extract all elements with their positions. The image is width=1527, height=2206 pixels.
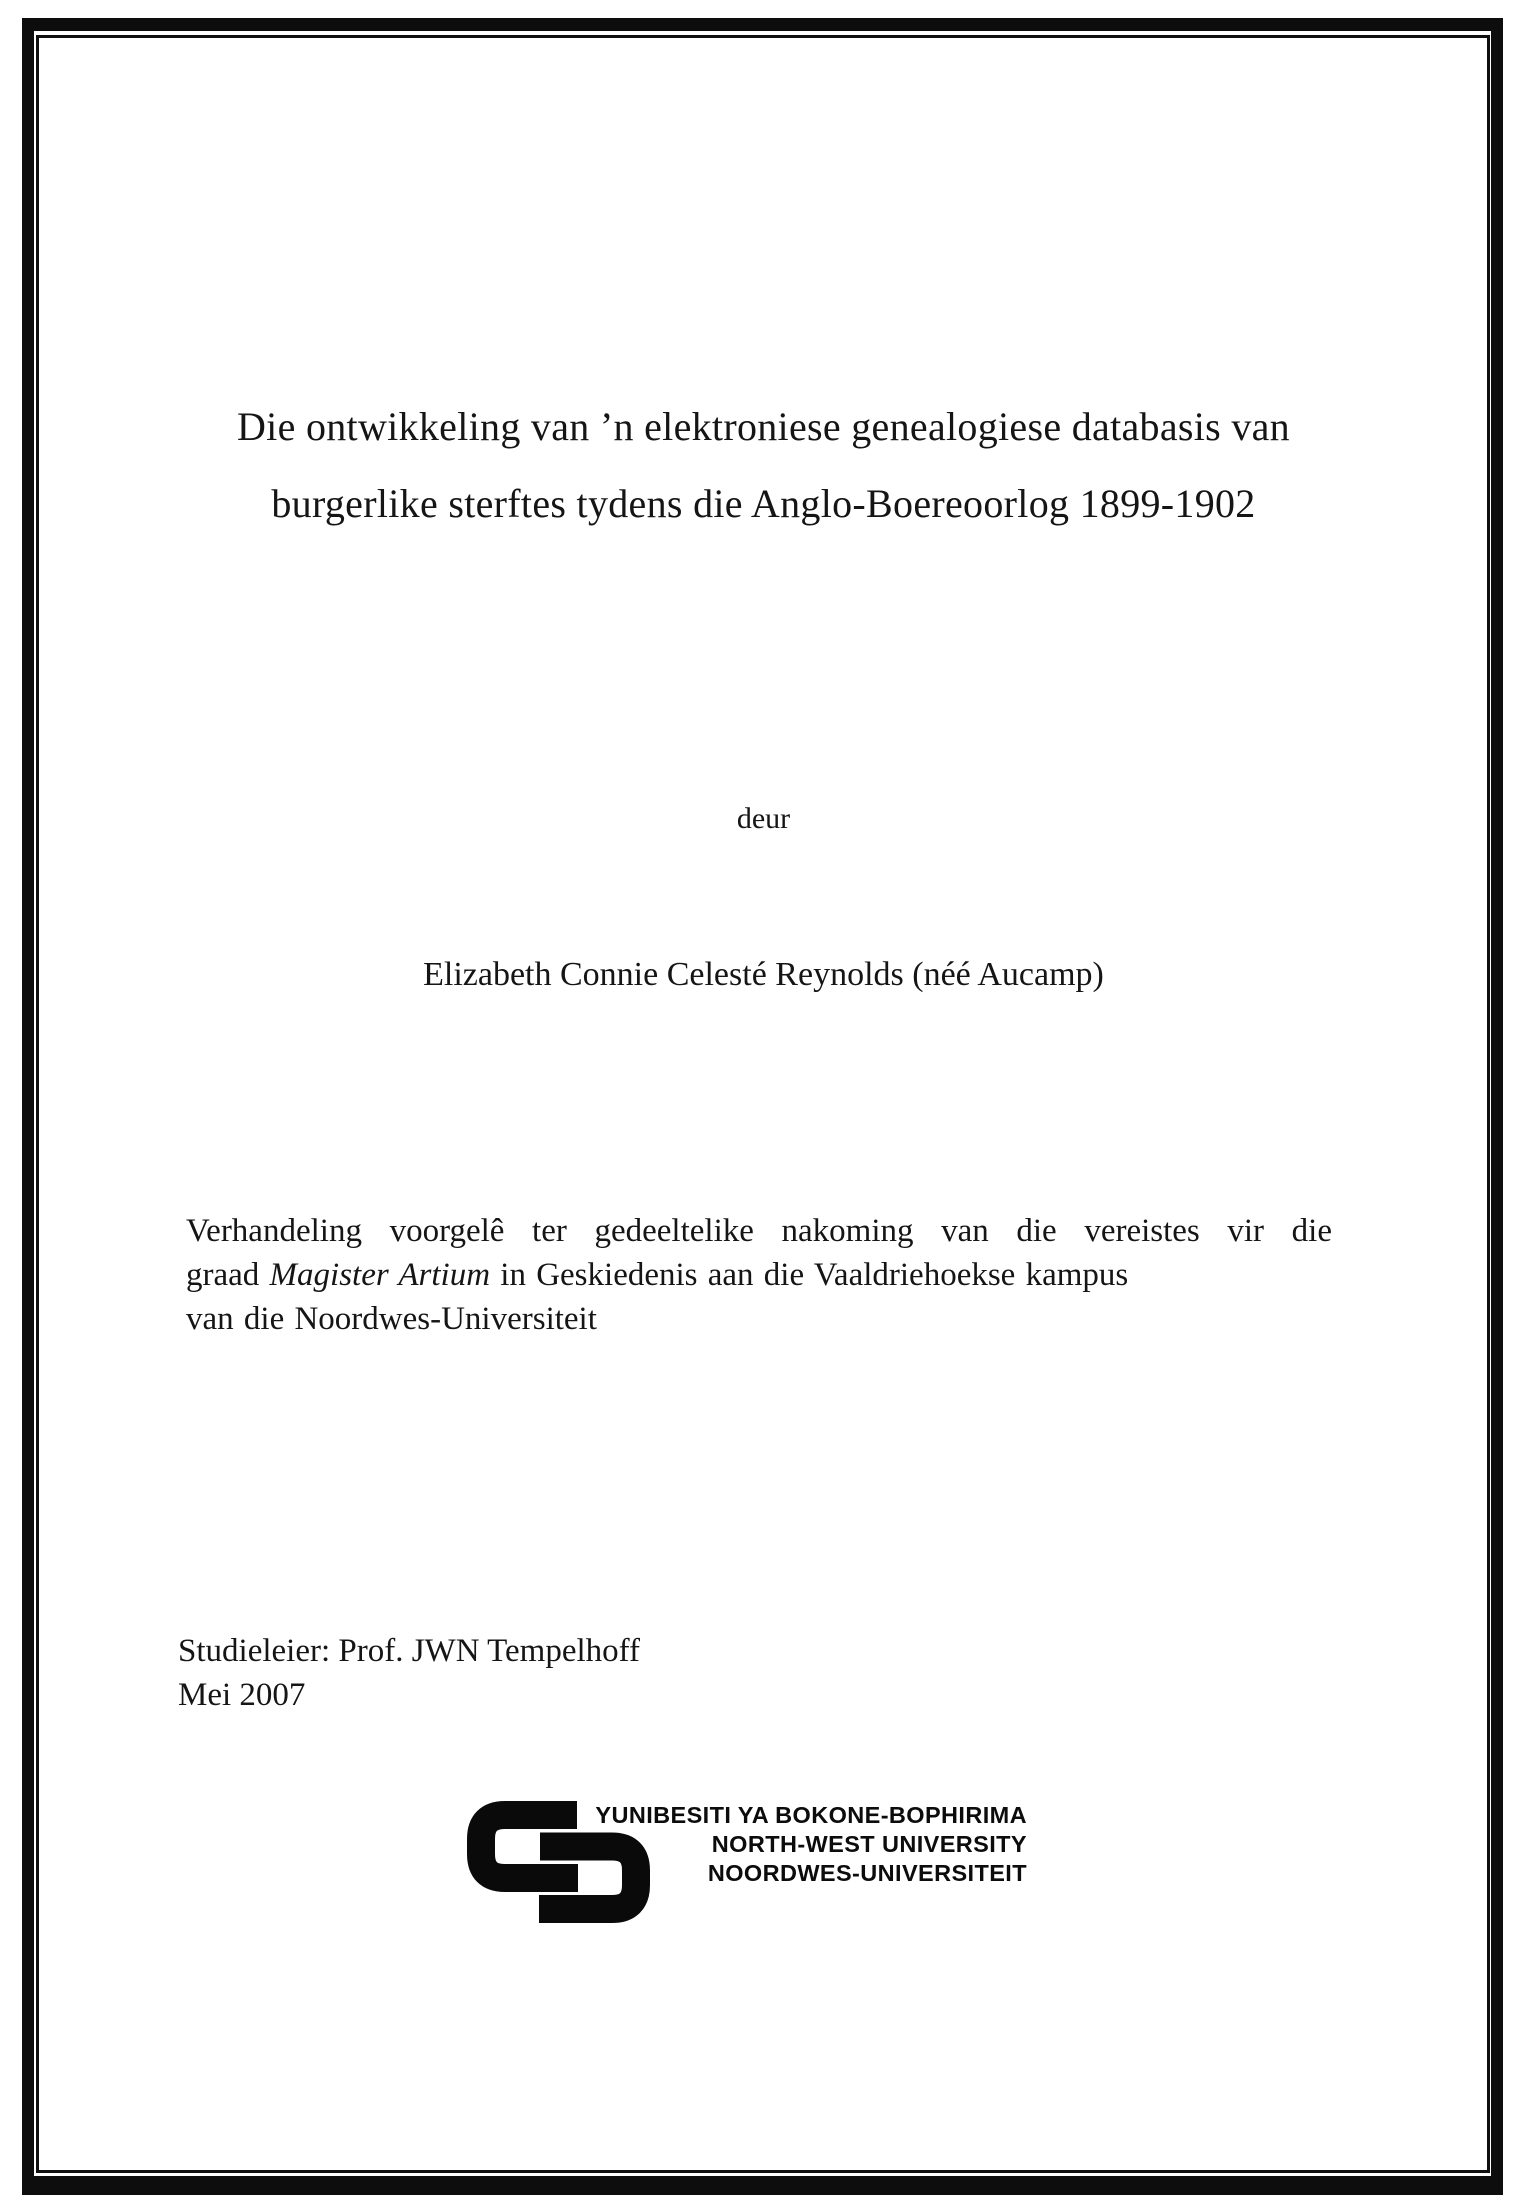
degree-title-italic: Magister Artium — [269, 1257, 491, 1293]
degree-statement-line2 — [186, 1253, 1332, 1297]
byline: deur — [736, 802, 791, 835]
university-logo-text — [585, 1801, 1027, 1888]
thesis-title-line2: burgerlike sterftes tydens die Anglo-Boereoorlog 1899-1902 — [271, 481, 1256, 526]
degree-statement — [186, 1209, 1332, 1341]
degree-statement-line2-pre: graad — [186, 1257, 270, 1293]
supervisor-block — [178, 1629, 640, 1717]
degree-statement-line2-post: in Geskiedenis aan die Vaaldriehoekse kampus — [490, 1257, 1129, 1293]
degree-statement-line3: van die Noordwes-Universiteit — [186, 1301, 597, 1337]
university-logo-line2: NORTH-WEST UNIVERSITY — [711, 1831, 1027, 1857]
degree-statement-line1: Verhandeling voorgelê ter gedeeltelike nakoming van die vereistes vir die — [186, 1213, 1332, 1249]
thesis-title — [0, 388, 1527, 542]
university-logo-line3: NOORDWES-UNIVERSITEIT — [707, 1860, 1027, 1886]
author-name: Elizabeth Connie Celesté Reynolds (néé Aucamp) — [423, 956, 1104, 993]
thesis-title-line1: Die ontwikkeling van ’n elektroniese genealogiese databasis van — [236, 404, 1290, 449]
university-logo-line1: YUNIBESITI YA BOKONE-BOPHIRIMA — [595, 1802, 1027, 1828]
supervisor-line: Studieleier: Prof. JWN Tempelhoff — [178, 1633, 641, 1669]
date-line: Mei 2007 — [178, 1677, 306, 1713]
